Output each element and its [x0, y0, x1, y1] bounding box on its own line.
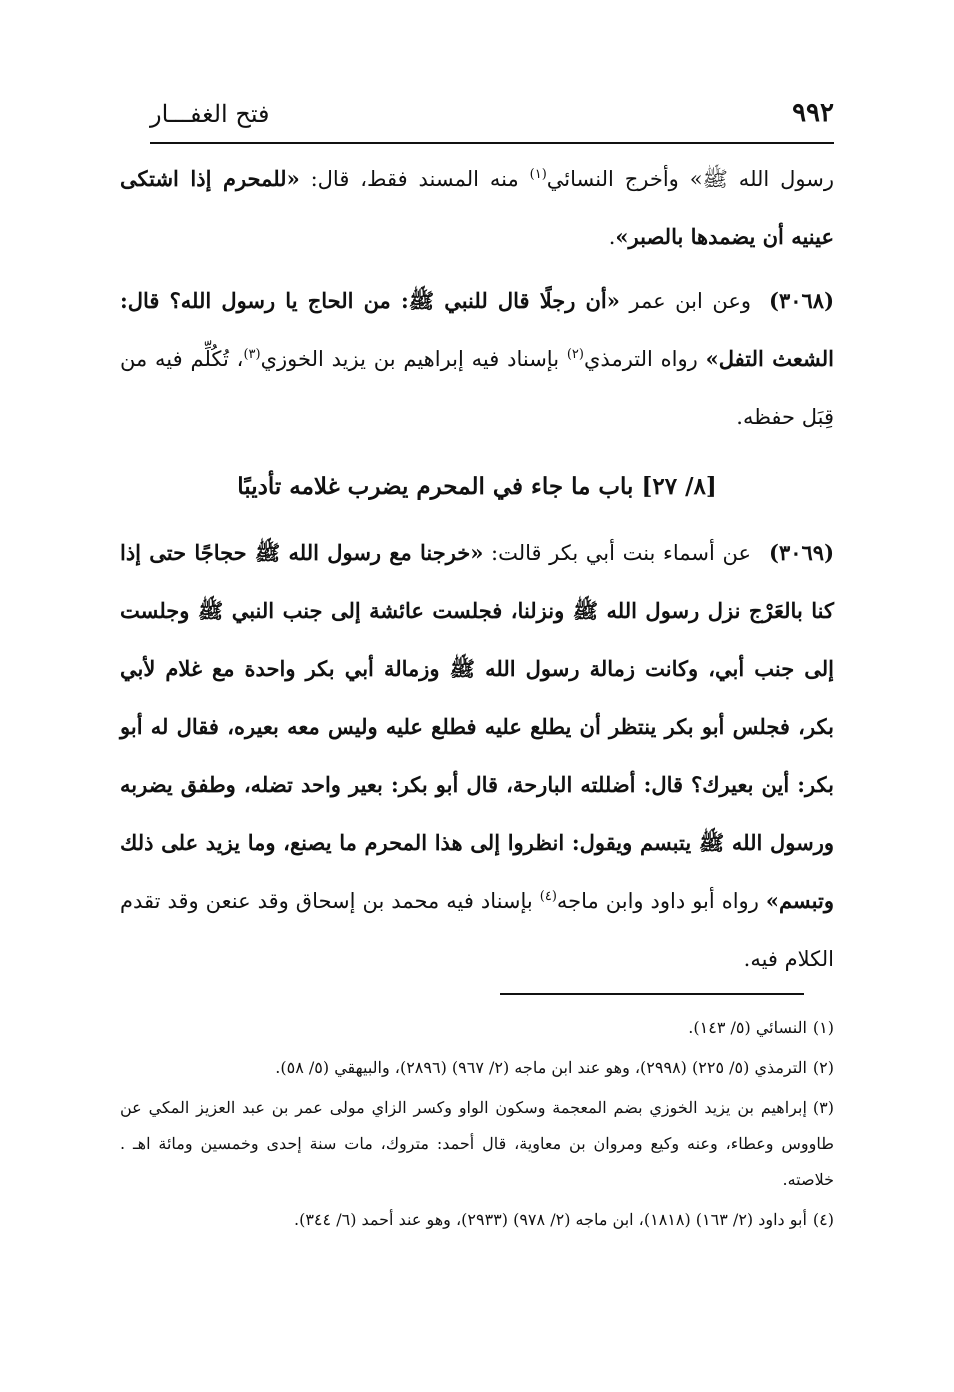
footnote-4: (٤)أبو داود (٢/ ١٦٣) (١٨١٨)، ابن ماجه (٢/ ٩٧٨) (٢٩٣٣)، وهو عند أحمد (٦/ ٣٤٤).	[294, 1210, 834, 1229]
hadith-3068: (٣٠٦٨)وعن ابن عمر «أن رجلًا قال للنبي ﷺ: من الحاج يا رسول الله؟ قال: الشعث التفل» رواه الترمذي$^{(٢)}$ بإسناد فيه إبراهيم بن يزيد الخوزي$^{(٣)}$، تُكُلِّم فيه من قِبَل حفظه.	[120, 288, 835, 429]
main-text	[120, 150, 834, 988]
footnote-ref: (٤)	[539, 889, 557, 904]
hadith-3069: (٣٠٦٩)عن أسماء بنت أبي بكر قالت: «خرجنا مع رسول الله ﷺ حجاجًا حتى إذا كنا بالعَرْج نزل رسول الله ﷺ ونزلنا، فجلست عائشة إلى جنب النبي ﷺ وجلست إلى جنب أبي، وكانت زمالة رسول الله ﷺ وزمالة أبي بكر واحدة مع غلام لأبي بكر، فجلس أبو بكر ينتظر أن يطلع عليه فطلع عليه وليس معه بعيره، فقال له أبو بكر: أين بعيرك؟ قال: أضللته البارحة، قال أبو بكر: بعير واحد تضله، وطفق يضربه ورسول الله ﷺ يتبسم ويقول: انظروا إلى هذا المحرم ما يصنع، وما يزيد على ذلك وتبسم» رواه أبو داود وابن ماجه$^{(٤)}$ بإسناد فيه محمد بن إسحاق وقد عنعن وقد تقدم الكلام فيه.	[120, 540, 834, 971]
footnote-ref: (١)	[529, 167, 547, 182]
footnote-ref: (٢)	[566, 347, 584, 362]
footnote-3: (٣)إبراهيم بن يزيد الخوزي بضم المعجمة وسكون الواو وكسر الزاي مولى عمر بن عبد العزيز المكي عن طاووس وعطاء، وعنه وكيع ومروان بن معاوية، قال أحمد: متروك، مات سنة إحدى وخمسين ومائة اهـ . خلاصته.	[120, 1098, 834, 1189]
hadith-quote: «للمحرم إذا اشتكى عينيه أن يضمدها بالصبر»	[120, 166, 834, 249]
section-title: [٨/ ٢٧] باب ما جاء في المحرم يضرب غلامه تأديبًا	[237, 473, 717, 500]
hadith-number: (٣٠٦٩)	[769, 540, 834, 565]
footnotes	[120, 1010, 834, 1242]
page-number: ٩٩٢	[792, 98, 834, 128]
footnote-ref: (٣)	[243, 347, 261, 362]
paragraph-continuation: رسول الله ﷺ» وأخرج النسائي$^{(١)}$ منه المسند فقط، قال: «للمحرم إذا اشتكى عينيه أن يضمدها بالصبر».	[120, 166, 834, 249]
footnote-2: (٢)الترمذي (٥/ ٢٢٥) (٢٩٩٨)، وهو عند ابن ماجه (٢/ ٩٦٧) (٢٨٩٦)، والبيهقي (٥/ ٥٨).	[275, 1058, 834, 1077]
hadith-quote: «أن رجلًا قال للنبي ﷺ: من الحاج يا رسول الله؟ قال: الشعث التفل»	[120, 288, 834, 371]
page-header	[150, 94, 834, 144]
footnote-divider	[500, 993, 804, 995]
footnote-1: (١)النسائي (٥/ ١٤٣).	[688, 1018, 834, 1037]
book-title: فتح الغفـــار	[150, 100, 270, 128]
hadith-number: (٣٠٦٨)	[769, 288, 835, 313]
hadith-quote: «خرجنا مع رسول الله ﷺ حجاجًا حتى إذا كنا بالعَرْج نزل رسول الله ﷺ ونزلنا، فجلست عائشة إلى جنب النبي ﷺ وجلست إلى جنب أبي، وكانت زمالة رسول الله ﷺ وزمالة أبي بكر واحدة مع غلام لأبي بكر، فجلس أبو بكر ينتظر أن يطلع عليه فطلع عليه وليس معه بعيره، فقال له أبو بكر: أين بعيرك؟ قال: أضللته البارحة، قال أبو بكر: بعير واحد تضله، وطفق يضربه ورسول الله ﷺ يتبسم ويقول: انظروا إلى هذا المحرم ما يصنع، وما يزيد على ذلك وتبسم»	[120, 540, 834, 913]
